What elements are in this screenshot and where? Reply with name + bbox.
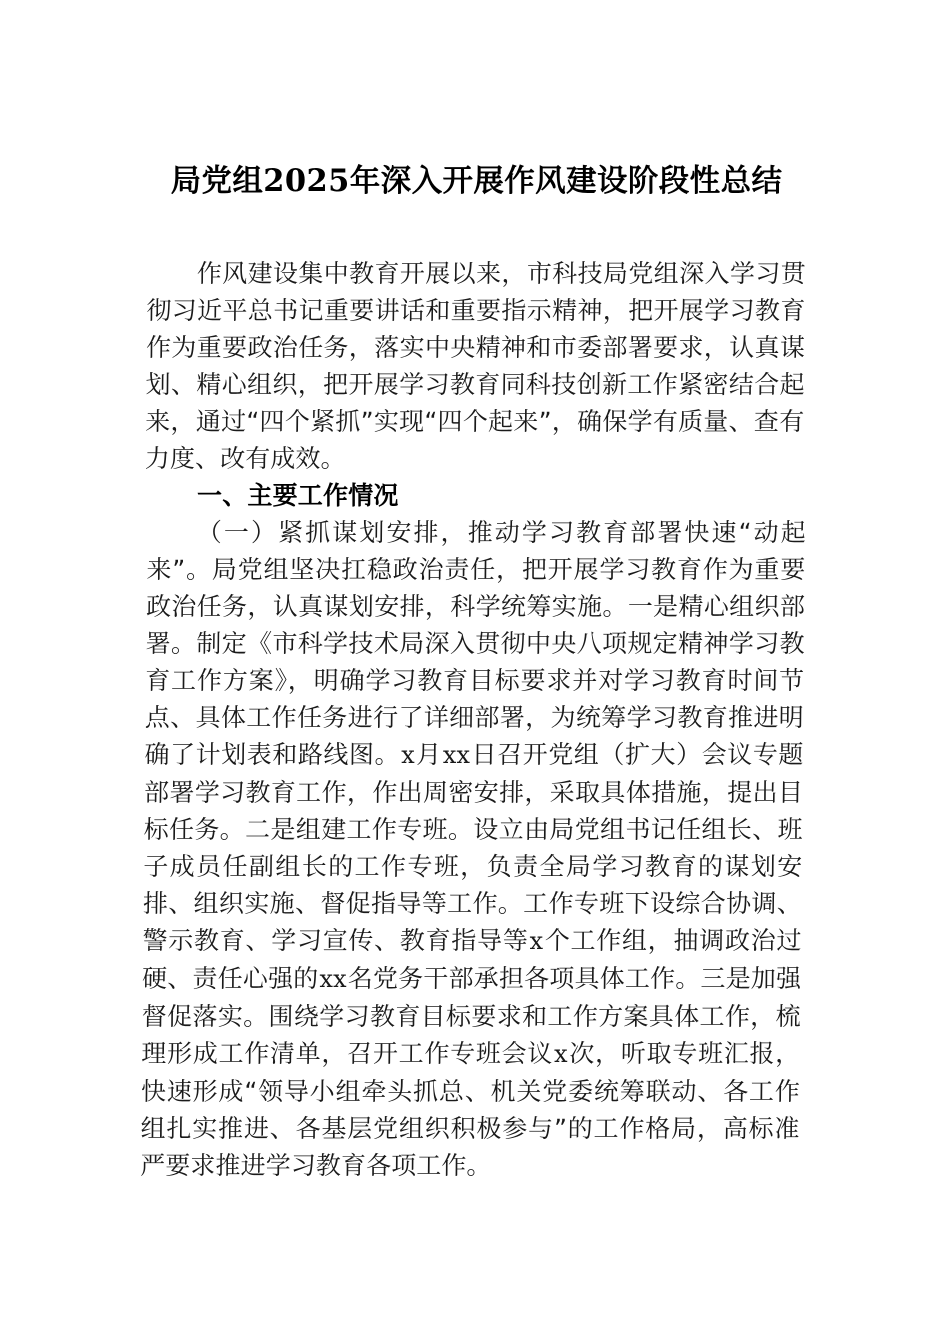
placeholder-x-2: x bbox=[529, 927, 544, 955]
para-text-run-6: 次，听取专班汇报，快速形成“领导小组牵头抓总、机关党委统筹联动、各工作组扎实推进、各基层党组织积极参与”的工作格局，高标准严要求推进学习教育各项工作。 bbox=[140, 1039, 801, 1180]
para-text-run-2: 月 bbox=[415, 740, 442, 769]
para-text-run-4: 个工作组，抽调政治过硬、责任心强的 bbox=[141, 926, 802, 993]
para-text-run-1: （一）紧抓谋划安排，推动学习教育部署快速“动起来”。局党组坚决扛稳政治责任，把开展学习教育作为重要政治任务，认真谋划安排，科学统筹实施。一是精心组织部署。制定《市科学技术局深入贯彻中央八项规定精神学习教育工作方案》，明确学习教育目标要求并对学习教育时间节点、具体工作任务进行了详细部署，为统筹学习教育推进明确了计划表和路线图。 bbox=[144, 518, 806, 769]
preamble-paragraph: 作风建设集中教育开展以来，市科技局党组深入学习贯彻习近平总书记重要讲话和重要指示精神，把开展学习教育作为重要政治任务，落实中央精神和市委部署要求，认真谋划、精心组织，把开展学习教育同科技创新工作紧密结合起来，通过“四个紧抓”实现“四个起来”，确保学有质量、查有力度、改有成效。 bbox=[144, 259, 806, 473]
para-text-run-5: 名党务干部承担各项具体工作。三是加强督促落实。围绕学习教育目标要求和工作方案具体工作，梳理形成工作清单，召开工作专班会议 bbox=[141, 964, 802, 1068]
placeholder-xx-1: xx bbox=[442, 741, 471, 769]
placeholder-x-3: x bbox=[553, 1040, 568, 1068]
section-heading-main-work: 一、主要工作情况 bbox=[197, 481, 399, 510]
document-content bbox=[140, 0, 806, 1184]
placeholder-x-1: x bbox=[401, 741, 415, 769]
section-paragraph-one bbox=[140, 514, 806, 1184]
para-text-run-3: 日召开党组（扩大）会议专题部署学习教育工作，作出周密安排，采取具体措施，提出目标任务。二是组建工作专班。设立由局党组书记任组长、班子成员任副组长的工作专班，负责全局学习教育的谋划安排、组织实施、督促指导等工作。工作专班下设综合协调、警示教育、学习宣传、教育指导等 bbox=[142, 740, 804, 955]
page-title: 局党组2025年深入开展作风建设阶段性总结 bbox=[170, 163, 783, 199]
placeholder-xx-2: xx bbox=[319, 965, 347, 993]
